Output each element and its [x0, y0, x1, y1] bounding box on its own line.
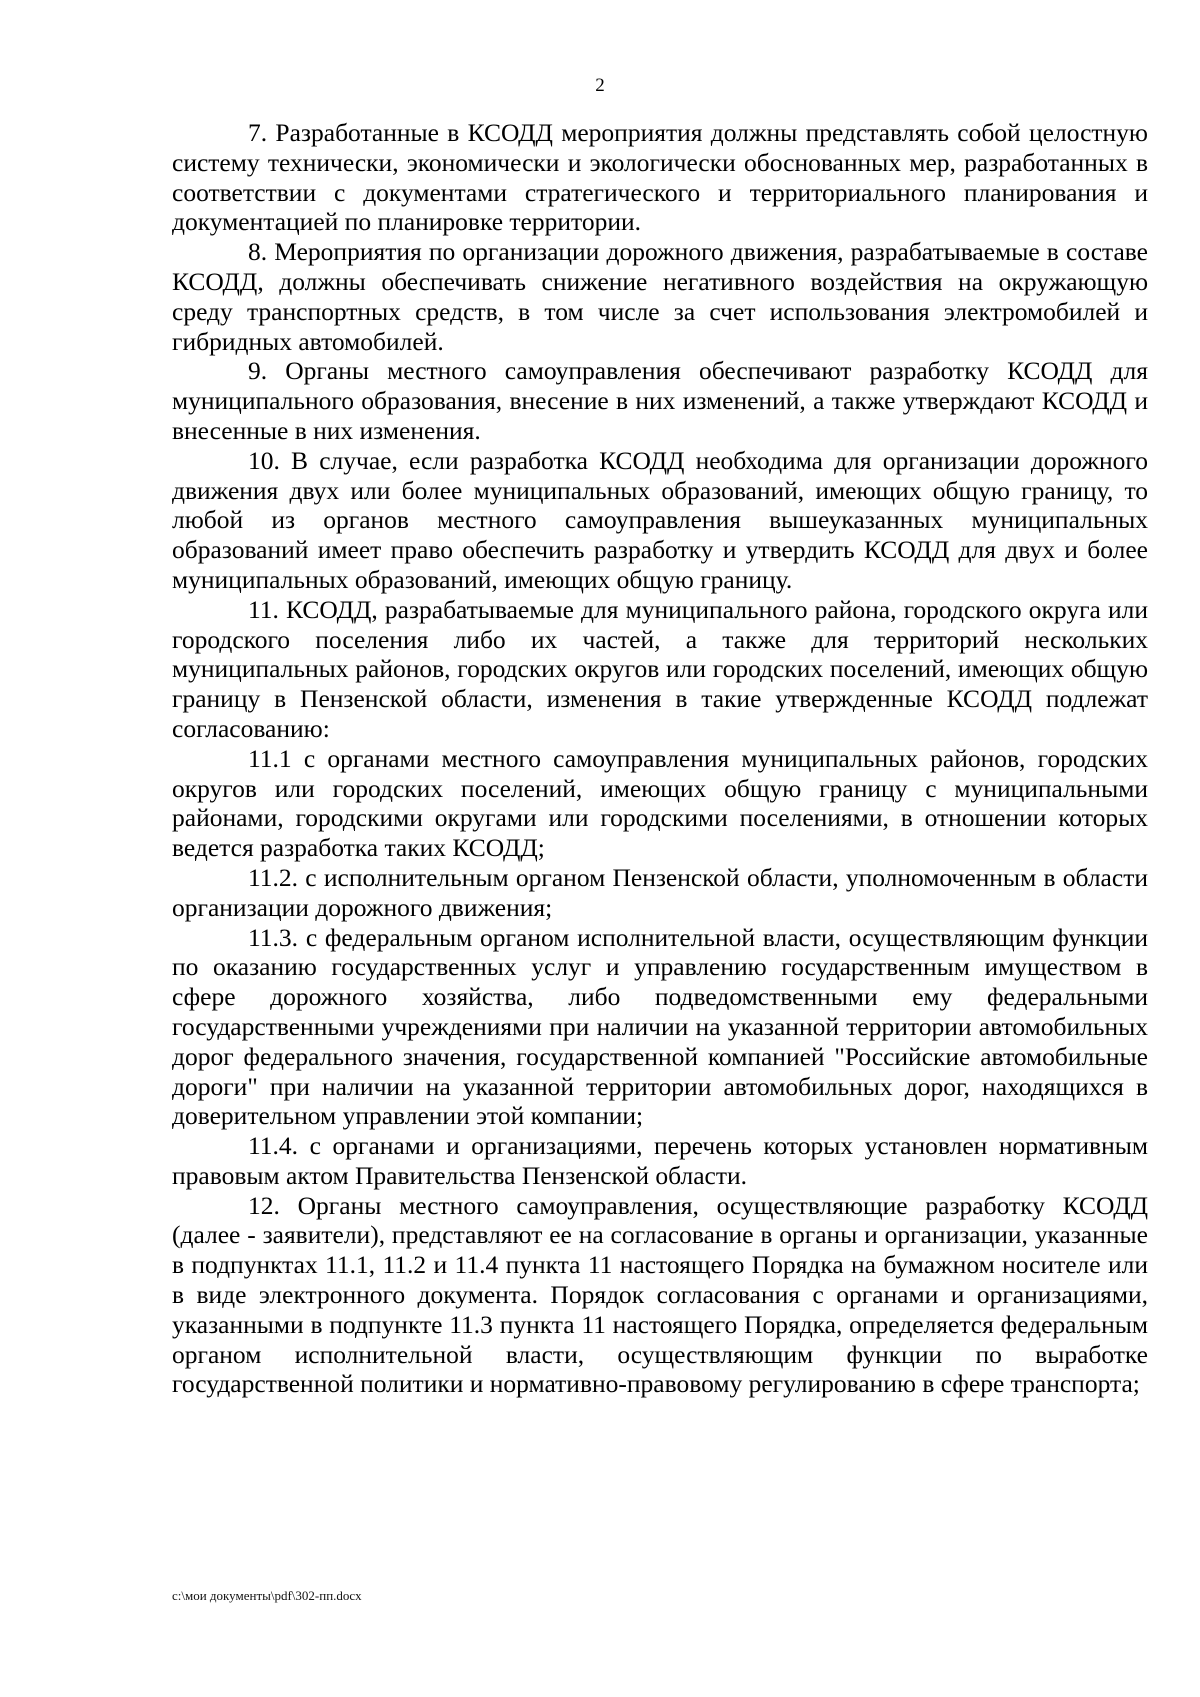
paragraph-10: 10. В случае, если разработка КСОДД необходима для организации дорожного движения двух или более муниципальных образований, имеющих общую границу, то любой из органов местного самоуправления вышеуказанных муниципальных образований имеет право обеспечить разработку и утвердить КСОДД для двух и более муниципальных образований, имеющих общую границу. [172, 445, 1148, 594]
paragraph-9: 9. Органы местного самоуправления обеспечивают разработку КСОДД для муниципального образования, внесение в них изменений, а также утверждают КСОДД и внесенные в них изменения. [172, 356, 1148, 445]
paragraph-8: 8. Мероприятия по организации дорожного движения, разрабатываемые в составе КСОДД, должны обеспечивать снижение негативного воздействия на окружающую среду транспортных средств, в том числе за счет использования электромобилей и гибридных автомобилей. [172, 237, 1148, 356]
paragraph-7: 7. Разработанные в КСОДД мероприятия должны представлять собой целостную систему технически, экономически и экологически обоснованных мер, разработанных в соответствии с документами стратегического и территориального планирования и документацией по планировке территории. [172, 118, 1148, 237]
footer-file-path: c:\мои документы\pdf\302-пп.docx [172, 1588, 362, 1603]
paragraph-11-2: 11.2. с исполнительным органом Пензенской области, уполномоченным в области организации дорожного движения; [172, 862, 1148, 922]
paragraph-11-3: 11.3. с федеральным органом исполнительной власти, осуществляющим функции по оказанию государственных услуг и управлению государственным имуществом в сфере дорожного хозяйства, либо подведомственными ему федеральными государственными учреждениями при наличии на указанной территории автомобильных дорог федерального значения, государственной компанией "Российские автомобильные дороги" при наличии на указанной территории автомобильных дорог, находящихся в доверительном управлении этой компании; [172, 922, 1148, 1131]
paragraph-11-4: 11.4. с органами и организациями, перечень которых установлен нормативным правовым актом Правительства Пензенской области. [172, 1131, 1148, 1190]
paragraph-12: 12. Органы местного самоуправления, осуществляющие разработку КСОДД (далее - заявители), представляют ее на согласование в органы и организации, указанные в подпунктах 11.1, 11.2 и 11.4 пункта 11 настоящего Порядка на бумажном носителе или в виде электронного документа. Порядок согласования с органами и организациями, указанными в подпункте 11.3 пункта 11 настоящего Порядка, определяется федеральным органом исполнительной власти, осуществляющим функции по выработке государственной политики и нормативно-правовому регулированию в сфере транспорта; [172, 1190, 1148, 1399]
paragraph-11: 11. КСОДД, разрабатываемые для муниципального района, городского округа или городского поселения либо их частей, а также для территорий нескольких муниципальных районов, городских округов или городских поселений, имеющих общую границу в Пензенской области, изменения в такие утвержденные КСОДД подлежат согласованию: [172, 594, 1148, 743]
page-number: 2 [595, 75, 605, 96]
document-body [172, 118, 1148, 1399]
paragraph-11-1: 11.1 с органами местного самоуправления муниципальных районов, городских округов или городских поселений, имеющих общую границу с муниципальными районами, городскими округами или городскими поселениями, в отношении которых ведется разработка таких КСОДД; [172, 743, 1148, 863]
